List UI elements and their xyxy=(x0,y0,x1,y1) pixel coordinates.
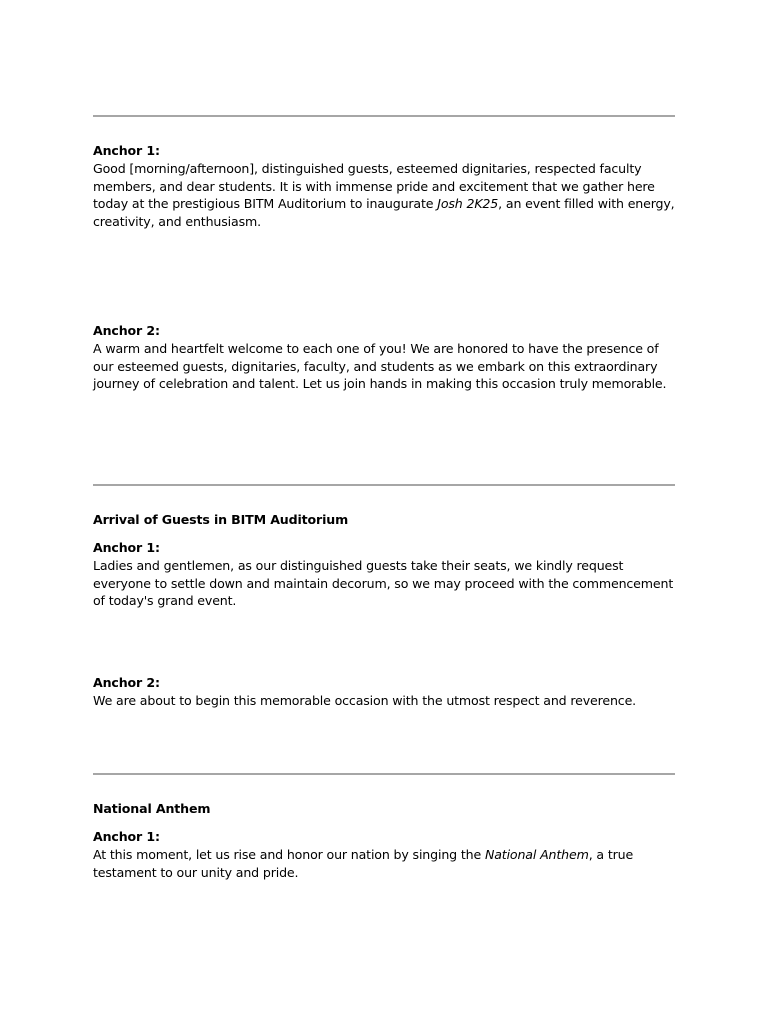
speaker-label: Anchor 2: xyxy=(93,675,160,690)
section1-anchor1 xyxy=(93,142,678,231)
anchor-speech xyxy=(93,846,678,882)
section3-anchor1 xyxy=(93,828,678,881)
section2-anchor2 xyxy=(93,674,678,710)
speaker-label: Anchor 1: xyxy=(93,829,160,844)
section-heading: Arrival of Guests in BITM Auditorium xyxy=(93,512,349,527)
section-heading: National Anthem xyxy=(93,801,211,816)
speech-text: , an event filled with energy, creativity, and enthusiasm. xyxy=(93,196,675,230)
speech-text: At this moment, let us rise and honor our nation by singing the xyxy=(93,846,485,862)
anchor-speech: Ladies and gentlemen, as our distinguished guests take their seats, we kindly request everyone to settle down and maintain decorum, so we may proceed with the commencement of today's grand event. xyxy=(93,557,674,609)
anchor-speech xyxy=(93,160,678,231)
anchor-speech: A warm and heartfelt welcome to each one of you! We are honored to have the presence of our esteemed guests, dignitaries, faculty, and students as we embark on this extraordinary journey of celebration and talent. Let us join hands in making this occasion truly memorable. xyxy=(93,340,667,392)
horizontal-rule xyxy=(93,484,675,486)
section2-anchor1 xyxy=(93,539,678,610)
speech-text: , a true testament to our unity and pride. xyxy=(93,846,634,880)
section1-anchor2 xyxy=(93,322,678,393)
horizontal-rule xyxy=(93,773,675,775)
speaker-label: Anchor 1: xyxy=(93,540,160,555)
event-name: Josh 2K25 xyxy=(437,196,499,212)
anthem-name: National Anthem xyxy=(484,846,589,862)
anchor-speech: We are about to begin this memorable occasion with the utmost respect and reverence. xyxy=(93,692,637,708)
speech-text: Good [morning/afternoon], distinguished guests, esteemed dignitaries, respected faculty members, and dear students. It is with immense pride and excitement that we gather here today at the prestigious BITM Auditorium to inaugurate xyxy=(93,160,655,212)
speaker-label: Anchor 1: xyxy=(93,143,160,158)
speaker-label: Anchor 2: xyxy=(93,323,160,338)
horizontal-rule xyxy=(93,115,675,117)
